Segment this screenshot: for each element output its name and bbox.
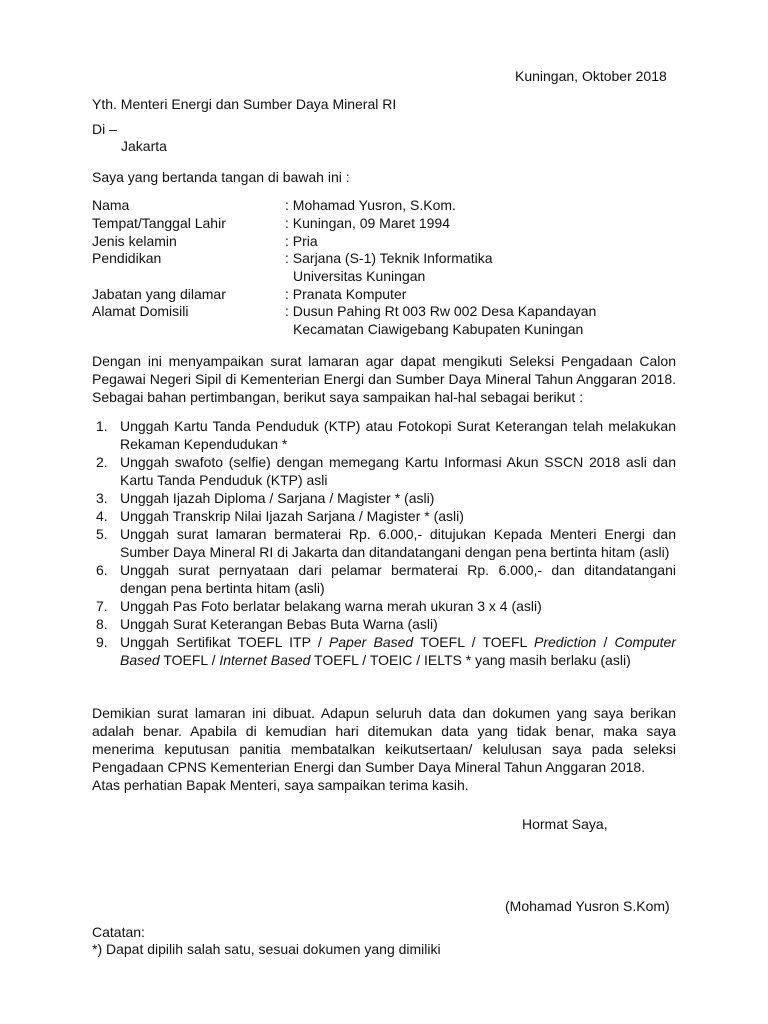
list-item-number: 5. <box>96 526 108 542</box>
gender-value: : Pria <box>285 233 318 249</box>
name-label: Nama <box>92 197 130 213</box>
list-item <box>92 489 676 507</box>
list-item <box>92 417 676 453</box>
list-item-text: Unggah Transkrip Nilai Ijazah Sarjana / Magister * (asli) <box>120 508 464 524</box>
list-item <box>92 453 676 489</box>
item9-text-5: TOEFL / TOEIC / IELTS * yang masih berlaku (asli) <box>310 652 631 668</box>
list-item-text: Unggah Surat Keterangan Bebas Buta Warna (asli) <box>120 616 438 632</box>
list-item <box>92 633 676 669</box>
signature-name: (Mohamad Yusron S.Kom) <box>505 898 670 914</box>
position-value: : Pranata Komputer <box>285 286 407 302</box>
education-value-line2: Universitas Kuningan <box>293 268 426 284</box>
list-item <box>92 507 676 525</box>
list-item-number: 9. <box>96 634 108 650</box>
item9-italic-3: Computer Based <box>120 634 676 668</box>
item9-text-4: TOEFL / <box>159 652 220 668</box>
notes-title: Catatan: <box>92 924 145 940</box>
addressee-di: Di – <box>92 121 117 137</box>
notes-text: *) Dapat dipilih salah satu, sesuai dokumen yang dimiliki <box>92 941 441 957</box>
birth-label: Tempat/Tanggal Lahir <box>92 215 226 231</box>
item9-text-3: / <box>596 634 615 650</box>
list-item <box>92 597 676 615</box>
list-item-text <box>120 634 676 668</box>
list-item-text: Unggah surat lamaran bermaterai Rp. 6.000,- ditujukan Kepada Menteri Energi dan Sumber Daya Mineral RI di Jakarta dan ditandatangani dengan pena bertinta hitam (asli) <box>120 526 676 560</box>
list-item-number: 1. <box>96 418 108 434</box>
closing-salutation: Hormat Saya, <box>522 816 608 832</box>
address-value-line2: Kecamatan Ciawigebang Kabupaten Kuningan <box>293 321 584 337</box>
closing-paragraph: Demikian surat lamaran ini dibuat. Adapun seluruh data dan dokumen yang saya berikan adalah benar. Apabila di kemudian hari ditemukan data yang tidak benar, maka saya menerima keputusan panitia membatalkan keikutsertaan/ kelulusan saya pada seleksi Pengadaan CPNS Kementerian Energi dan Sumber Daya Mineral Tahun Anggaran 2018. <box>92 705 676 775</box>
list-item-text: Unggah Ijazah Diploma / Sarjana / Magister * (asli) <box>120 490 435 506</box>
list-item <box>92 525 676 561</box>
addressee: Yth. Menteri Energi dan Sumber Daya Mineral RI <box>92 96 397 112</box>
item9-text-1: Unggah Sertifikat TOEFL ITP / <box>120 634 329 650</box>
birth-value: : Kuningan, 09 Maret 1994 <box>285 215 451 231</box>
intro-text: Saya yang bertanda tangan di bawah ini : <box>92 169 350 185</box>
name-value: : Mohamad Yusron, S.Kom. <box>285 197 456 213</box>
list-item-text: Unggah swafoto (selfie) dengan memegang Kartu Informasi Akun SSCN 2018 asli dan Kartu Tanda Penduduk (KTP) asli <box>120 454 676 488</box>
address-value: : Dusun Pahing Rt 003 Rw 002 Desa Kapandayan <box>285 303 597 319</box>
address-label: Alamat Domisili <box>92 303 189 319</box>
addressee-city: Jakarta <box>121 138 167 154</box>
list-item-number: 3. <box>96 490 108 506</box>
list-item-text: Unggah Pas Foto berlatar belakang warna merah ukuran 3 x 4 (asli) <box>120 598 542 614</box>
gender-label: Jenis kelamin <box>92 233 177 249</box>
education-label: Pendidikan <box>92 250 162 266</box>
item9-italic-2: Prediction <box>534 634 597 650</box>
position-label: Jabatan yang dilamar <box>92 286 226 302</box>
item9-italic-1: Paper Based <box>328 634 414 650</box>
list-item-text: Unggah surat pernyataan dari pelamar bermaterai Rp. 6.000,- dan ditandatangani dengan pena bertinta hitam (asli) <box>120 562 676 596</box>
list-item-number: 6. <box>96 562 108 578</box>
item9-italic-4: Internet Based <box>219 652 311 668</box>
item9-text-2: TOEFL / TOEFL <box>413 634 534 650</box>
education-value: : Sarjana (S-1) Teknik Informatika <box>285 250 493 266</box>
requirements-list <box>92 417 676 669</box>
list-item-text: Unggah Kartu Tanda Penduduk (KTP) atau Fotokopi Surat Keterangan telah melakukan Rekaman Kependudukan * <box>120 418 676 452</box>
list-item <box>92 615 676 633</box>
list-item-number: 4. <box>96 508 108 524</box>
list-item-number: 7. <box>96 598 108 614</box>
list-item-number: 8. <box>96 616 108 632</box>
list-item <box>92 561 676 597</box>
opening-paragraph: Dengan ini menyampaikan surat lamaran agar dapat mengikuti Seleksi Pengadaan Calon Pegawai Negeri Sipil di Kementerian Energi dan Sumber Daya Mineral Tahun Anggaran 2018. Sebagai bahan pertimbangan, berikut saya sampaikan hal-hal sebagai berikut : <box>92 353 676 405</box>
place-date: Kuningan, Oktober 2018 <box>515 68 667 84</box>
list-item-number: 2. <box>96 454 108 470</box>
thanks-line: Atas perhatian Bapak Menteri, saya sampaikan terima kasih. <box>92 777 469 793</box>
